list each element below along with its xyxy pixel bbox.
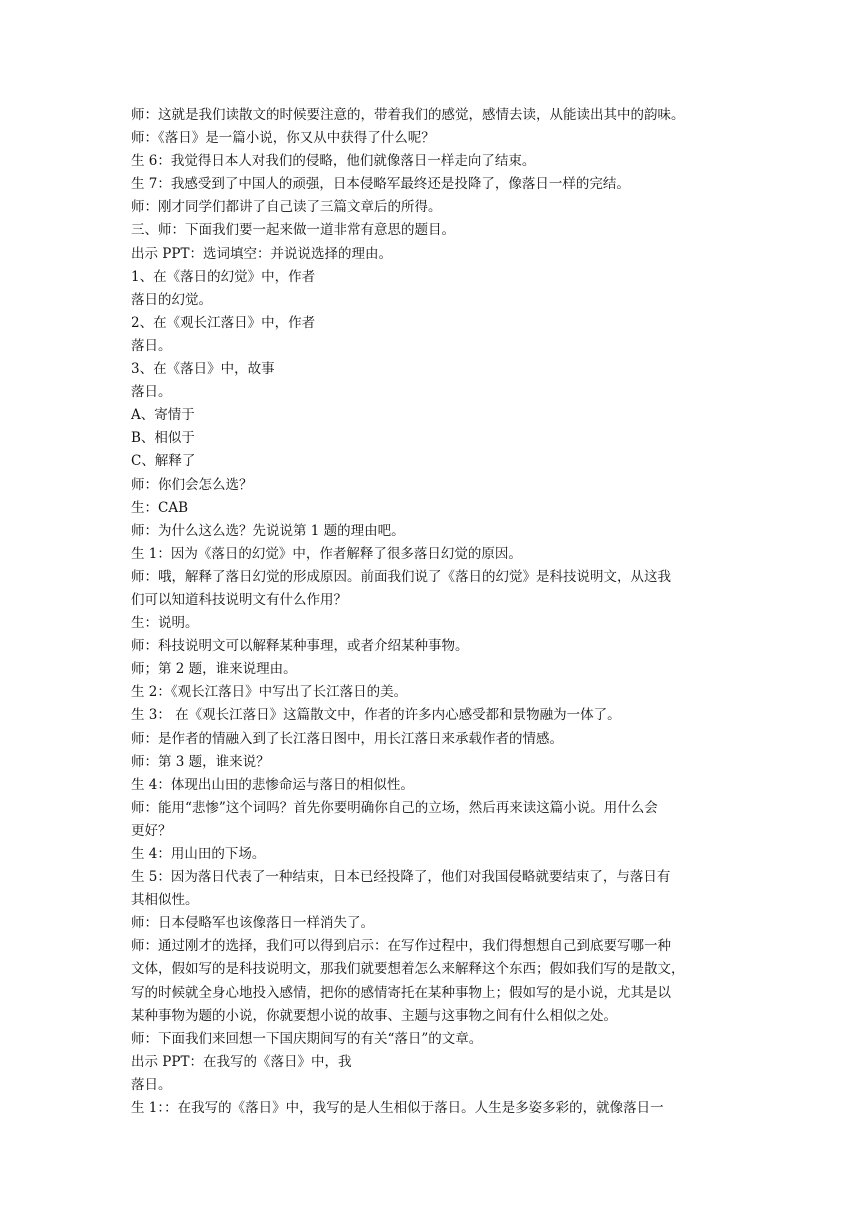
text-line: 落日。 [131,1076,172,1093]
text-line: 落日。 [131,384,172,401]
text-line: 文体，假如写的是科技说明文，那我们就要想着怎么来解释这个东西；假如我们写的是散文， [131,961,685,978]
text-line: 写的时候就全身心地投入感情，把你的感情寄托在某种事物上；假如写的是小说，尤其是以 [131,984,671,1001]
text-line: 师：第 3 题，谁来说？ [131,753,270,770]
text-line: 师：《落日》是一篇小说，你又从中获得了什么呢？ [131,130,435,147]
text-line: 师：下面我们来回想一下国庆期间写的有关“落日”的文章。 [131,1030,483,1047]
text-line: 落日。 [131,337,172,354]
text-line: 生 4：体现出山田的悲惨命运与落日的相似性。 [131,776,414,793]
text-line: 们可以知道科技说明文有什么作用？ [131,591,347,608]
text-line: 生：说明。 [131,615,199,632]
text-line: 生 6：我觉得日本人对我们的侵略，他们就像落日一样走向了结束。 [131,153,536,170]
text-line: 落日的幻觉。 [131,291,212,308]
text-line: B、相似于 [131,430,195,447]
text-line: 师：通过刚才的选择，我们可以得到启示：在写作过程中，我们得想想自己到底要写哪一种 [131,938,671,955]
text-line: 生 5：因为落日代表了一种结束，日本已经投降了，他们对我国侵略就要结束了，与落日有 [131,869,671,886]
text-line: 师：是作者的情融入到了长江落日图中，用长江落日来承载作者的情感。 [131,730,563,747]
text-line: A、寄情于 [131,407,195,424]
text-line: 生 3： 在《观长江落日》这篇散文中，作者的许多内心感受都和景物融为一体了。 [131,707,621,724]
text-line: 生 1：因为《落日的幻觉》中，作者解释了很多落日幻觉的原因。 [131,545,522,562]
text-line: 师：你们会怎么选？ [131,476,253,493]
text-line: 三、师：下面我们要一起来做一道非常有意思的题目。 [131,222,455,239]
text-line: 师：能用“悲惨”这个词吗？首先你要明确你自己的立场，然后再来读这篇小说。用什么会 [131,799,658,816]
text-line: 师：科技说明文可以解释某种事理，或者介绍某种事物。 [131,638,469,655]
text-line: 生 7：我感受到了中国人的顽强，日本侵略军最终还是投降了，像落日一样的完结。 [131,176,630,193]
text-line: 出示 PPT：选词填空：并说说选择的理由。 [131,245,392,262]
text-line: 某种事物为题的小说，你就要想小说的故事、主题与这事物之间有什么相似之处。 [131,1007,617,1024]
text-line: 1、在《落日的幻觉》中，作者 [131,268,316,285]
text-line: C、解释了 [131,453,196,470]
text-line: 生 1：：在我写的《落日》中，我写的是人生相似于落日。人生是多姿多彩的，就像落日一 [131,1100,664,1117]
text-line: 3、在《落日》中，故事 [131,361,275,378]
text-line: 出示 PPT：在我写的《落日》中，我 [131,1053,352,1070]
text-line: 师：这就是我们读散文的时候要注意的，带着我们的感觉，感情去读，从能读出其中的韵味。 [131,107,685,123]
text-line: 师：日本侵略军也该像落日一样消失了。 [131,915,374,932]
lesson-transcript [131,104,731,1120]
text-line: 更好？ [131,822,172,839]
text-line: 其相似性。 [131,892,199,909]
text-line: 生 4：用山田的下场。 [131,846,266,862]
text-line: 师：为什么这么选？先说说第 1 题的理由吧。 [131,522,405,539]
text-line: 师：刚才同学们都讲了自己读了三篇文章后的所得。 [131,199,442,216]
text-line: 师：哦，解释了落日幻觉的形成原因。前面我们说了《落日的幻觉》是科技说明文，从这我 [131,568,671,585]
text-line: 生：CAB [131,499,188,516]
text-line: 师；第 2 题，谁来说理由。 [131,661,297,678]
text-line: 生 2：《观长江落日》中写出了长江落日的美。 [131,684,408,701]
text-line: 2、在《观长江落日》中，作者 [131,314,316,331]
